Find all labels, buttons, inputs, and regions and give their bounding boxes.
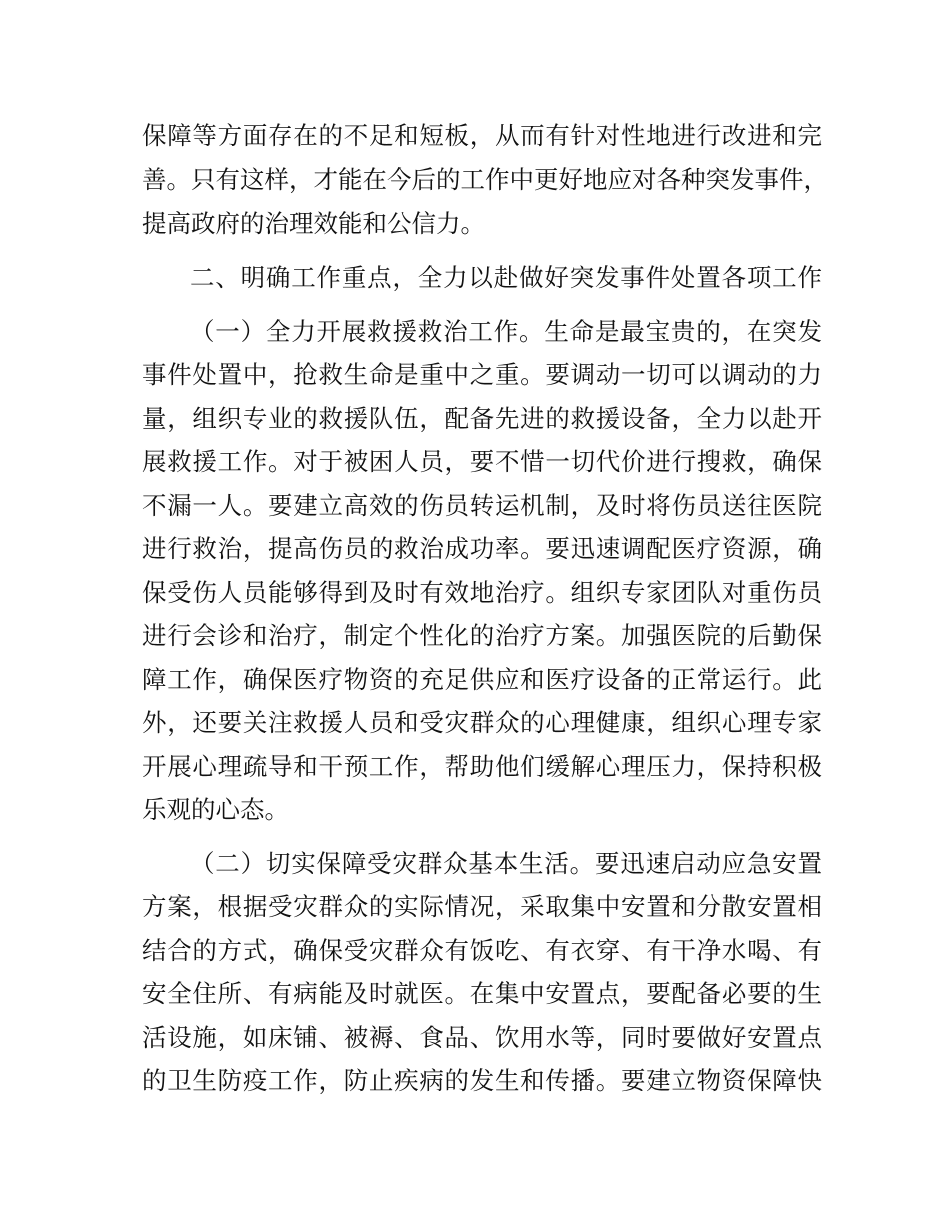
paragraph-line: 保障等方面存在的不足和短板，从而有针对性地进行改进和完 xyxy=(142,121,822,150)
paragraph-line: 结合的方式，确保受灾群众有饭吃、有衣穿、有干净水喝、有 xyxy=(142,936,822,965)
paragraph-line: 展救援工作。对于被困人员，要不惜一切代价进行搜救，确保 xyxy=(142,447,822,476)
paragraph-line: 安全住所、有病能及时就医。在集中安置点，要配备必要的生 xyxy=(142,979,822,1008)
paragraph-line: 进行会诊和治疗，制定个性化的治疗方案。加强医院的后勤保 xyxy=(142,621,822,650)
paragraph-line: 提高政府的治理效能和公信力。 xyxy=(142,209,485,238)
paragraph-line: 保受伤人员能够得到及时有效地治疗。组织专家团队对重伤员 xyxy=(142,578,822,607)
paragraph-line: 开展心理疏导和干预工作，帮助他们缓解心理压力，保持积极 xyxy=(142,752,822,781)
paragraph-line: 活设施，如床铺、被褥、食品、饮用水等，同时要做好安置点 xyxy=(142,1023,822,1052)
paragraph-line: 进行救治，提高伤员的救治成功率。要迅速调配医疗资源，确 xyxy=(142,534,822,563)
paragraph-line: 善。只有这样，才能在今后的工作中更好地应对各种突发事件， xyxy=(142,165,828,194)
subsection-heading-line: （一）全力开展救援救治工作。生命是最宝贵的，在突发 xyxy=(190,317,822,346)
paragraph-line: 障工作，确保医疗物资的充足供应和医疗设备的正常运行。此 xyxy=(142,665,822,694)
paragraph-line: 事件处置中，抢救生命是重中之重。要调动一切可以调动的力 xyxy=(142,360,822,389)
paragraph-line: 乐观的心态。 xyxy=(142,795,289,824)
paragraph-line: 外，还要关注救援人员和受灾群众的心理健康，组织心理专家 xyxy=(142,708,822,737)
paragraph-line: 不漏一人。要建立高效的伤员转运机制，及时将伤员送往医院 xyxy=(142,491,822,520)
section-heading: 二、明确工作重点，全力以赴做好突发事件处置各项工作 xyxy=(190,263,822,292)
paragraph-line: 量，组织专业的救援队伍，配备先进的救援设备，全力以赴开 xyxy=(142,404,822,433)
subsection-heading-line: （二）切实保障受灾群众基本生活。要迅速启动应急安置 xyxy=(190,849,822,878)
paragraph-line: 方案，根据受灾群众的实际情况，采取集中安置和分散安置相 xyxy=(142,892,822,921)
paragraph-line: 的卫生防疫工作，防止疾病的发生和传播。要建立物资保障快 xyxy=(142,1066,822,1095)
